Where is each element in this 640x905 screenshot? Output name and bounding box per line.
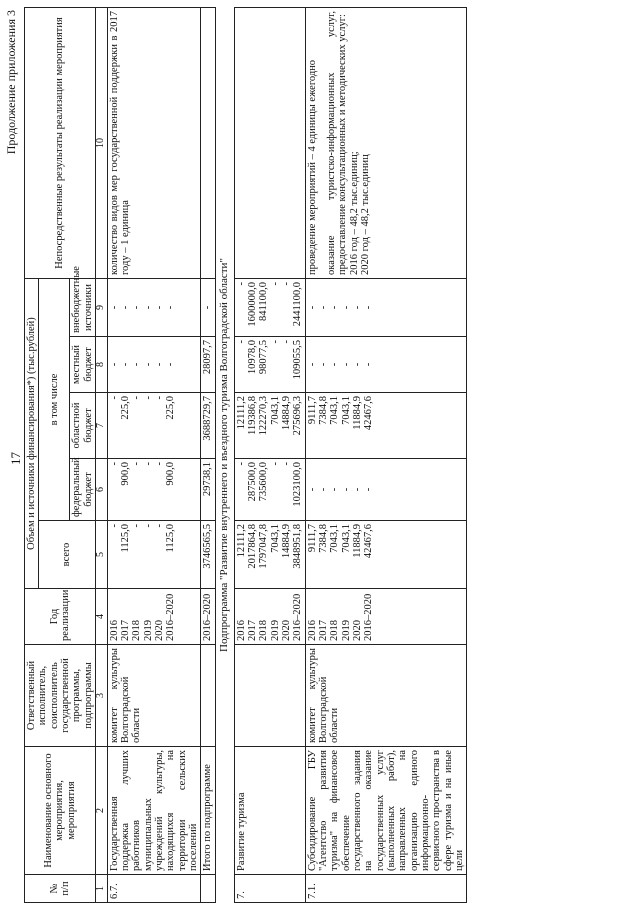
col-num: 4 [95, 589, 107, 645]
value: - [280, 462, 292, 466]
year: 2016–2020 [292, 593, 304, 641]
header-finance: Объем и источники финансирования*) (тыс.рублей) [25, 279, 39, 589]
value: - [142, 305, 154, 310]
row-total [107, 521, 201, 589]
value: - [269, 340, 281, 344]
value: 9111,7 [306, 524, 318, 553]
value: - [340, 487, 352, 492]
value: - [340, 305, 352, 310]
value: - [317, 487, 329, 492]
value: - [165, 305, 177, 310]
col-num: 1 [95, 875, 107, 903]
row-no: 6.7. [107, 875, 201, 903]
value: 735600,0 [258, 462, 270, 502]
year: 2016 [235, 620, 247, 641]
value: - [142, 524, 154, 528]
row-federal [305, 459, 467, 521]
row-no: 7. [234, 875, 305, 903]
value: 2017864,8 [246, 524, 258, 569]
value: - [131, 462, 143, 466]
year: 2018 [131, 620, 143, 641]
value: 7384,8 [317, 524, 329, 553]
value: - [329, 362, 341, 367]
header-incl: в том числе [39, 279, 70, 521]
value: - [235, 340, 247, 344]
year: 2019 [269, 620, 281, 641]
value: - [306, 362, 318, 367]
value: 1600000,0 [246, 282, 258, 327]
value: 900,0 [120, 462, 132, 486]
value: 841100,0 [258, 282, 270, 321]
row-extra [107, 279, 201, 337]
value: - [108, 362, 120, 367]
row-years [234, 589, 305, 645]
header-regional: областной бюджет [70, 393, 96, 459]
value: 11884,9 [351, 524, 363, 558]
total-years: 2016–2020 [201, 589, 215, 645]
total-federal: 29738,1 [201, 459, 215, 521]
value: - [329, 487, 341, 492]
row-federal [107, 459, 201, 521]
value: - [131, 362, 143, 367]
year: 2016–2020 [165, 593, 177, 641]
row-name: Субсидирование ГБУ "Агентство развития туризма" на финансовое обеспечение государственного задания на оказание государственных услуг (выполненных работ), направленных на организацию единого информационно-сервисного пространства в сфере туризма и на иные цели [305, 747, 467, 875]
header-exec: Ответственный исполнитель, соисполнитель государственной программы, подпрограммы [25, 645, 96, 747]
total-extra: - [201, 279, 215, 337]
value: - [280, 282, 292, 286]
total-regional: 3688729,7 [201, 393, 215, 459]
value: - [306, 487, 318, 492]
value: - [280, 340, 292, 344]
year: 2019 [340, 620, 352, 641]
value: - [131, 524, 143, 528]
header-local: местный бюджет [70, 337, 96, 393]
value: - [329, 305, 341, 310]
result-line: оказание туристско-информационных услуг, предоставление консультационных и методических услуг: [325, 11, 349, 275]
year: 2019 [142, 620, 154, 641]
row-result: количество видов мер государственной поддержки в 2017 году – 1 единица [107, 8, 201, 279]
value: - [351, 362, 363, 367]
subprogram-title: Подпрограмма "Развитие внутреннего и въездного туризма Волгоградской области" [215, 8, 234, 903]
value: 1125,0 [165, 524, 177, 553]
row-regional [234, 393, 305, 459]
value: 7384,8 [317, 396, 329, 425]
header-result: Непосредственные результаты реализации мероприятия [25, 8, 96, 279]
col-num: 7 [95, 393, 107, 459]
value: - [235, 462, 247, 466]
value: 1023100,0 [292, 462, 304, 507]
page-number: 17 [8, 452, 23, 465]
value: - [120, 305, 132, 310]
value: - [351, 487, 363, 492]
value: - [351, 305, 363, 310]
value: - [154, 362, 166, 367]
value: 7043,1 [269, 524, 281, 553]
value: 275696,3 [292, 396, 304, 436]
value: - [142, 462, 154, 466]
year: 2020 [280, 620, 292, 641]
row-regional [107, 393, 201, 459]
value: 10978,0 [246, 340, 258, 375]
row-exec: комитет культуры Волгоградской области [305, 645, 467, 747]
value: 14884,9 [280, 396, 292, 431]
value: - [154, 524, 166, 528]
finance-table [24, 7, 467, 903]
row-regional [305, 393, 467, 459]
total-label: Итого по подпрограмме [201, 747, 215, 875]
value: - [340, 362, 352, 367]
value: 122270,3 [258, 396, 270, 436]
header-federal: федеральный бюджет [70, 459, 96, 521]
value: 14884,9 [280, 524, 292, 559]
row-local [107, 337, 201, 393]
total-all: 3746565,5 [201, 521, 215, 589]
col-num: 5 [95, 521, 107, 589]
value: 7043,1 [269, 396, 281, 425]
value: 225,0 [120, 396, 132, 420]
header-extra: внебюджетные источники [70, 279, 96, 337]
value: 42467,6 [363, 396, 375, 431]
value: - [142, 396, 154, 400]
row-extra [305, 279, 467, 337]
value: - [363, 305, 375, 310]
header-name: Наименование основного мероприятия, мероприятия [25, 747, 96, 875]
year: 2017 [246, 620, 258, 641]
year: 2016 [108, 620, 120, 641]
value: - [363, 487, 375, 492]
value: - [108, 396, 120, 400]
year: 2016 [306, 620, 318, 641]
table-row [107, 8, 201, 903]
row-years [305, 589, 467, 645]
value: 287500,0 [246, 462, 258, 502]
year: 2016–2020 [363, 593, 375, 641]
row-total [234, 521, 305, 589]
value: - [154, 462, 166, 466]
result-line: проведение мероприятий – 4 единицы ежегодно [306, 59, 318, 275]
total-local: 28097,7 [201, 337, 215, 393]
header-no: № п/п [25, 875, 96, 903]
column-number-row [95, 8, 107, 903]
row-name: Государственная поддержка лучших работников муниципальных учреждений культуры, находящихся на территории сельских поселений [107, 747, 201, 875]
value: - [131, 396, 143, 400]
value: 7043,1 [340, 524, 352, 553]
table-row [305, 8, 467, 903]
row-result [305, 8, 467, 279]
value: 7043,1 [340, 396, 352, 425]
header-year: Год реализации [25, 589, 96, 645]
row-name: Развитие туризма [234, 747, 305, 875]
value: - [269, 462, 281, 466]
year: 2018 [258, 620, 270, 641]
row-extra [234, 279, 305, 337]
table-row [234, 8, 305, 903]
value: 9111,7 [306, 396, 318, 425]
value: 1797047,8 [258, 524, 270, 569]
col-num: 3 [95, 645, 107, 747]
value: 109055,5 [292, 340, 304, 380]
value: 7043,1 [329, 524, 341, 553]
value: 12111,2 [235, 524, 247, 558]
subprogram-total-row [201, 8, 215, 903]
value: 42467,6 [363, 524, 375, 559]
value: 2441100,0 [292, 282, 304, 327]
col-num: 9 [95, 279, 107, 337]
row-local [305, 337, 467, 393]
value: 7043,1 [329, 396, 341, 425]
row-federal [234, 459, 305, 521]
value: - [165, 362, 177, 367]
continuation-label: Продолжение приложения 3 [4, 10, 18, 155]
value: 12111,2 [235, 396, 247, 430]
row-no: 7.1. [305, 875, 467, 903]
value: - [317, 362, 329, 367]
year: 2020 [351, 620, 363, 641]
value: - [108, 524, 120, 528]
value: 1125,0 [120, 524, 132, 553]
col-num: 10 [95, 8, 107, 279]
value: - [154, 305, 166, 310]
row-local [234, 337, 305, 393]
row-years [107, 589, 201, 645]
value: - [131, 305, 143, 310]
subprogram-title-row [215, 8, 234, 903]
result-line: 2020 год – 48,2 тыс.единиц [359, 154, 371, 275]
row-exec: комитет культуры Волгоградской области [107, 645, 201, 747]
value: 225,0 [165, 396, 177, 420]
value: - [269, 282, 281, 286]
value: - [120, 362, 132, 367]
value: - [235, 282, 247, 286]
value: 3848951,8 [292, 524, 304, 569]
value: 900,0 [165, 462, 177, 486]
value: - [317, 305, 329, 310]
year: 2020 [154, 620, 166, 641]
col-num: 6 [95, 459, 107, 521]
col-num: 8 [95, 337, 107, 393]
year: 2017 [120, 620, 132, 641]
value: - [363, 362, 375, 367]
year: 2018 [329, 620, 341, 641]
value: - [108, 462, 120, 466]
row-total [305, 521, 467, 589]
value: 98077,5 [258, 340, 270, 375]
value: - [306, 305, 318, 310]
value: - [142, 362, 154, 367]
header-total: всего [39, 521, 96, 589]
value: 11884,9 [351, 396, 363, 430]
year: 2017 [317, 620, 329, 641]
result-line: 2016 год – 48,2 тыс.единиц; [348, 151, 360, 275]
value: 119386,8 [246, 396, 258, 435]
col-num: 2 [95, 747, 107, 875]
value: - [108, 305, 120, 310]
value: - [154, 396, 166, 400]
